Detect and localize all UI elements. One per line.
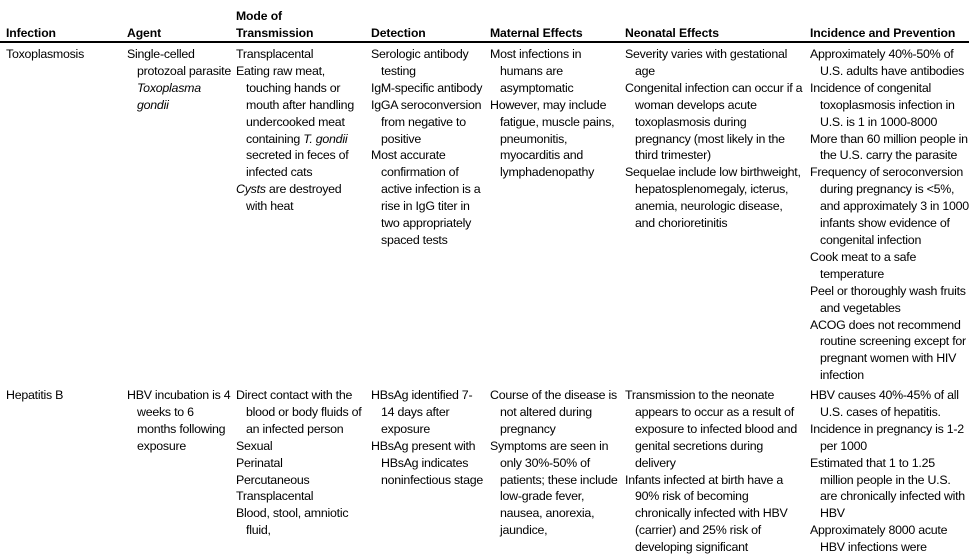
header-detection: Detection bbox=[371, 26, 426, 40]
cell-transmission: Direct contact with the blood or body fluids of an infected person Sexual Perinatal Percutaneous Transplacental Blood, stool, amniotic fluid, bbox=[236, 388, 362, 538]
cell-incidence-prevention: HBV causes 40%-45% of all U.S. cases of hepatitis. Incidence in pregnancy is 1-2 per 1000 Estimated that 1 to 1.25 million people in the U.S. are chronically infected with HBV Approximately 8000 acute HBV infections were bbox=[810, 388, 965, 555]
cell-maternal-effects: Most infections in humans are asymptomatic However, may include fatigue, muscle pains, pneumonitis, myocarditis and lymphadenopathy bbox=[490, 47, 615, 180]
cell-agent: HBV incubation is 4 weeks to 6 months following exposure bbox=[127, 388, 231, 453]
cell-agent: Single-celled protozoal parasite Toxoplasma gondii bbox=[127, 47, 231, 112]
cell-maternal-effects: Course of the disease is not altered during pregnancy Symptoms are seen in only 30%-50% of patients; these include low-grade fever, nausea, anorexia, jaundice, bbox=[490, 388, 618, 538]
header-agent: Agent bbox=[127, 26, 162, 40]
cell-detection: Serologic antibody testing IgM-specific antibody IgGA seroconversion from negative to positive Most accurate confirmation of active infection is a rise in IgG titer in two appropriately spaced tests bbox=[371, 47, 483, 247]
cell-neonatal-effects: Severity varies with gestational age Congenital infection can occur if a woman develops acute toxoplasmosis during pregnancy (most likely in the third trimester) Sequelae include low birthweight, hepatosplenomegaly, icterus, anemia, neurologic disease, and chorioretinitis bbox=[625, 47, 803, 231]
cell-neonatal-effects: Transmission to the neonate appears to occur as a result of exposure to infected blood and genital secretions during delivery Infants infected at birth have a 90% risk of becoming chronically infected with HBV (carrier) and 25% risk of developing significant bbox=[625, 388, 797, 555]
cell-detection: HBsAg identified 7-14 days after exposure HBsAg present with HBsAg indicates noninfectious stage bbox=[371, 388, 484, 487]
header-infection: Infection bbox=[6, 26, 56, 40]
cell-transmission: Transplacental Eating raw meat, touching hands or mouth after handling undercooked meat containing T. gondii secreted in feces of infected cats Cysts are destroyed with heat bbox=[236, 47, 354, 214]
header-divider bbox=[0, 41, 969, 43]
cell-infection: Toxoplasmosis bbox=[6, 47, 85, 61]
header-maternal-effects: Maternal Effects bbox=[490, 26, 583, 40]
header-neonatal-effects: Neonatal Effects bbox=[625, 26, 719, 40]
cell-infection: Hepatitis B bbox=[6, 388, 64, 402]
header-incidence-prevention: Incidence and Prevention bbox=[810, 26, 956, 40]
header-transmission: Mode of Transmission bbox=[236, 9, 314, 40]
cell-incidence-prevention: Approximately 40%-50% of U.S. adults have antibodies Incidence of congenital toxoplasmosis infection in U.S. is 1 in 1000-8000 More than 60 million people in the U.S. carry the parasite Frequency of seroconversion during pregnancy is <5%, and approximately 3 in 1000 infants show evidence of congenital infection Cook meat to a safe temperature Peel or thoroughly wash fruits and vegetables ACOG does not recommend routine screening except for pregnant women with HIV infection bbox=[810, 47, 969, 383]
